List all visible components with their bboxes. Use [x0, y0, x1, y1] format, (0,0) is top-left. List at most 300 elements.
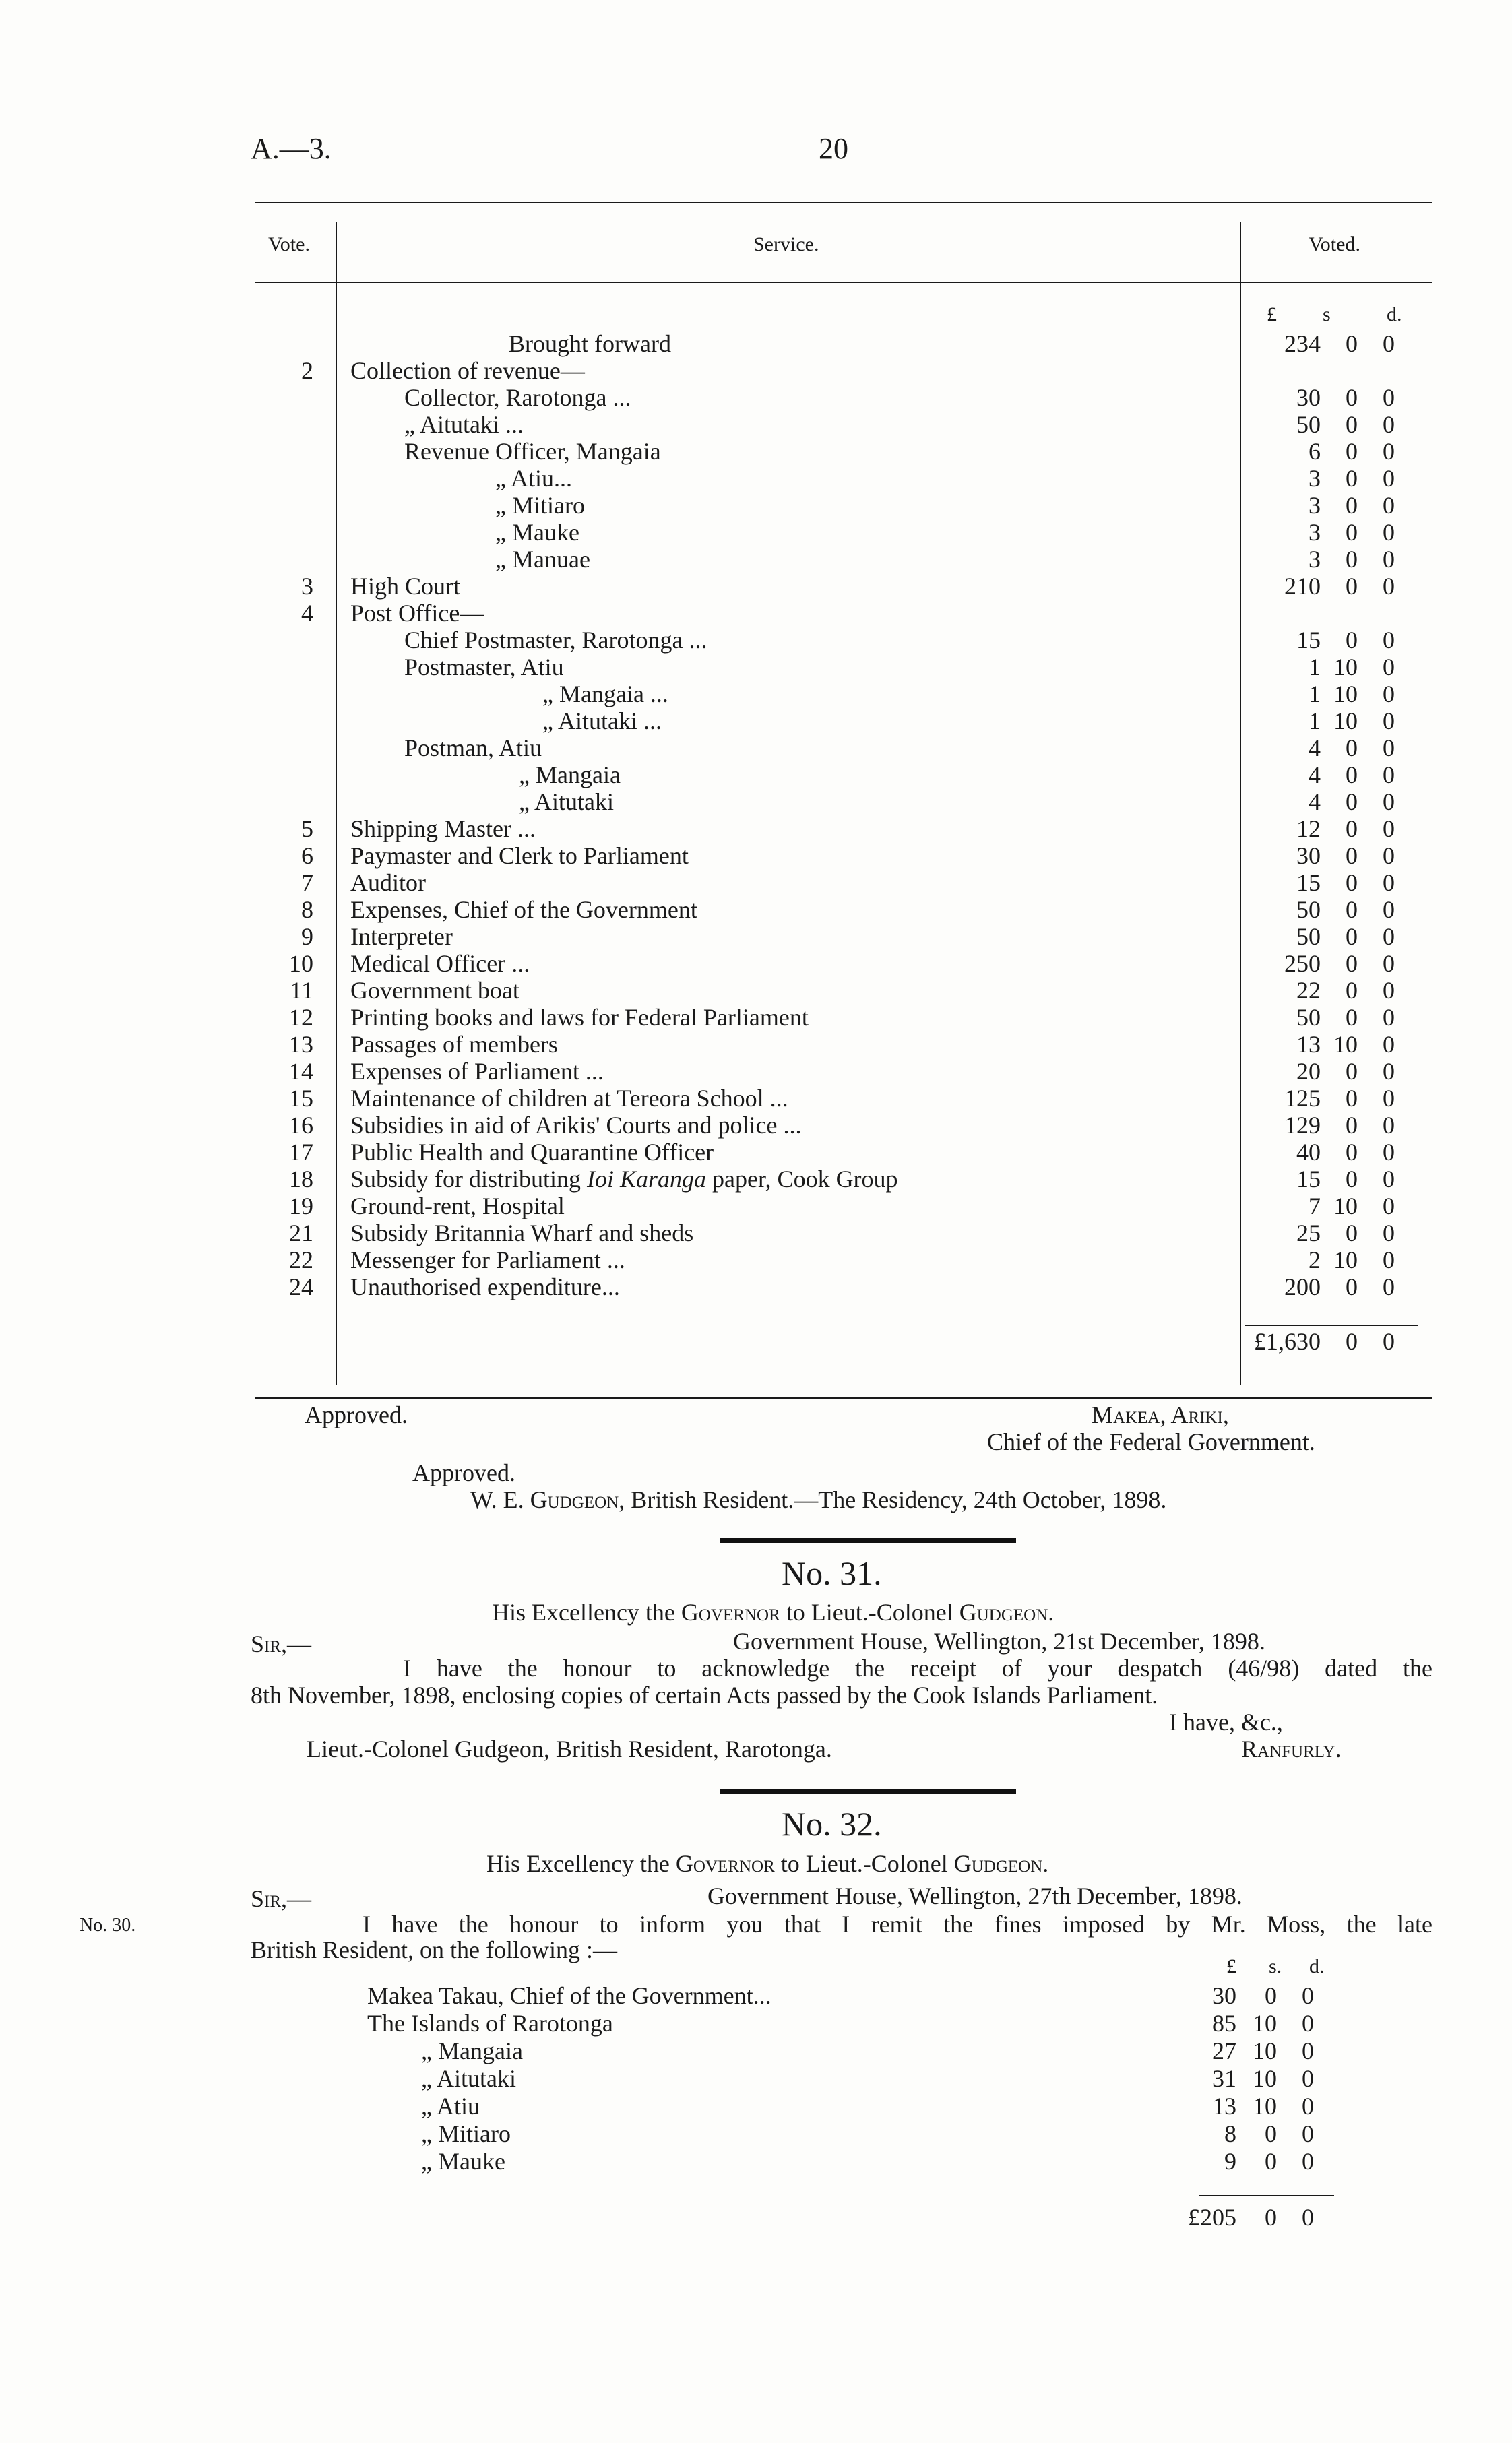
- service-label: [350, 923, 453, 950]
- table-row: [0, 438, 1512, 465]
- voted-pence: 0: [1383, 1004, 1395, 1031]
- fine-shillings: 0: [1265, 2148, 1277, 2175]
- table-row: [0, 465, 1512, 492]
- no32-place-date: Government House, Wellington, 27th December, 1898.: [707, 1882, 1242, 1909]
- service-label: [350, 357, 585, 384]
- service-tail: paper, Cook Group: [712, 1166, 898, 1193]
- voted-pence: 0: [1383, 923, 1395, 950]
- voted-pence: 0: [1383, 330, 1395, 357]
- service-label: [350, 1004, 809, 1031]
- voted-pounds: 4: [1309, 734, 1321, 761]
- service-label: [404, 384, 631, 411]
- service-text: „ Atiu...: [495, 465, 572, 492]
- service-text: Maintenance of children at Tereora School ...: [350, 1085, 788, 1112]
- table-row: [0, 1139, 1512, 1166]
- table-row: [0, 357, 1512, 384]
- service-text: „ Mitiaro: [495, 492, 585, 519]
- voted-pence: 0: [1383, 519, 1395, 546]
- voted-pence: 0: [1383, 546, 1395, 573]
- table-row: [0, 492, 1512, 519]
- voted-shillings: 10: [1333, 654, 1358, 680]
- fine-pounds: 13: [1212, 2093, 1236, 2120]
- no31-body-line1: I have the honour to acknowledge the receipt of your despatch (46/98) dated the: [403, 1655, 1432, 1682]
- service-text: Messenger for Parliament ...: [350, 1246, 625, 1273]
- vote-number: 3: [301, 573, 313, 600]
- service-text: Subsidies in aid of Arikis' Courts and police ...: [350, 1112, 802, 1139]
- service-text: Medical Officer ...: [350, 950, 530, 977]
- voted-pence: 0: [1383, 1085, 1395, 1112]
- voted-pence: 0: [1383, 465, 1395, 492]
- service-label: [350, 1112, 801, 1139]
- voted-pounds: 20: [1296, 1058, 1321, 1085]
- table-row: [0, 1031, 1512, 1058]
- document-reference: A.—3.: [251, 132, 332, 165]
- fine-shillings: 10: [1253, 2010, 1277, 2037]
- service-text: Auditor: [350, 869, 426, 896]
- table-head-rule: [255, 282, 1432, 283]
- no32-subtitle-b: to Lieut.-Colonel: [780, 1850, 948, 1877]
- no31-subtitle: [492, 1599, 1054, 1626]
- voted-pence: 0: [1383, 492, 1395, 519]
- voted-pence: 0: [1383, 788, 1395, 815]
- list-item: [0, 2010, 1512, 2037]
- service-label: [350, 1139, 714, 1166]
- voted-pence: 0: [1383, 1031, 1395, 1058]
- service-label: [350, 977, 519, 1004]
- fine-pence: 0: [1302, 2065, 1314, 2092]
- service-label: [350, 815, 536, 842]
- fine-pounds: 85: [1212, 2010, 1236, 2037]
- vote-number: 18: [289, 1166, 313, 1193]
- voted-shillings: 0: [1346, 519, 1358, 546]
- separator-rule-31: [720, 1538, 1016, 1543]
- voted-pounds: 4: [1309, 761, 1321, 788]
- service-text: Paymaster and Clerk to Parliament: [350, 842, 689, 869]
- service-text: Revenue Officer, Mangaia: [404, 438, 661, 465]
- table-row: [0, 788, 1512, 815]
- table-row: [0, 1166, 1512, 1193]
- fines-total-shillings: 0: [1265, 2204, 1277, 2231]
- service-text: Postman, Atiu: [404, 734, 542, 761]
- service-label: [519, 761, 621, 788]
- table-row: [0, 815, 1512, 842]
- service-text: Shipping Master ...: [350, 815, 536, 842]
- voted-shillings: 0: [1346, 896, 1358, 923]
- service-label: [350, 573, 460, 600]
- voted-column-header: Voted.: [1309, 233, 1360, 255]
- voted-pounds: 15: [1296, 869, 1321, 896]
- table-row: [0, 950, 1512, 977]
- table-row: [0, 654, 1512, 680]
- residency-date: , British Resident.—The Residency, 24th October, 1898.: [619, 1486, 1167, 1513]
- vote-number: 7: [301, 869, 313, 896]
- table-row: [0, 707, 1512, 734]
- voted-shillings: 0: [1346, 869, 1358, 896]
- service-label: [542, 680, 668, 707]
- no32-heading: No. 32.: [782, 1805, 882, 1843]
- table-row: [0, 1058, 1512, 1085]
- service-label: [404, 627, 707, 654]
- service-text: „ Mangaia ...: [542, 680, 668, 707]
- service-text: Government boat: [350, 977, 519, 1004]
- service-label: [350, 1058, 604, 1085]
- voted-pounds: 3: [1309, 546, 1321, 573]
- voted-shillings: 0: [1346, 842, 1358, 869]
- fine-pounds: 30: [1212, 1982, 1236, 2009]
- service-text: Collector, Rarotonga ...: [404, 384, 631, 411]
- vote-number: 16: [289, 1112, 313, 1139]
- service-text: Expenses, Chief of the Government: [350, 896, 697, 923]
- voted-pounds: 30: [1296, 842, 1321, 869]
- voted-pounds: 1: [1309, 707, 1321, 734]
- no31-body-line2: 8th November, 1898, enclosing copies of certain Acts passed by the Cook Islands Parliament.: [251, 1682, 1158, 1709]
- table-row: [0, 761, 1512, 788]
- voted-pounds: 25: [1296, 1219, 1321, 1246]
- shillings-header: s: [1323, 303, 1331, 325]
- voted-pounds: 4: [1309, 788, 1321, 815]
- voted-pence: 0: [1383, 761, 1395, 788]
- voted-pounds: 7: [1309, 1193, 1321, 1219]
- service-column-header: Service.: [753, 233, 819, 255]
- table-row: [0, 977, 1512, 1004]
- voted-shillings: 0: [1346, 977, 1358, 1004]
- no31-closing: I have, &c.,: [1169, 1709, 1283, 1736]
- service-text: Subsidy Britannia Wharf and sheds: [350, 1219, 694, 1246]
- chief-federal-government: Chief of the Federal Government.: [987, 1428, 1315, 1455]
- fine-shillings: 10: [1253, 2065, 1277, 2092]
- no31-subtitle-b: to Lieut.-Colonel: [786, 1599, 953, 1626]
- fines-pence-header: d.: [1309, 1955, 1325, 1977]
- fine-shillings: 10: [1253, 2093, 1277, 2120]
- voted-pounds: 50: [1296, 411, 1321, 438]
- service-label: [350, 600, 484, 627]
- no32-body-line2: British Resident, on the following :—: [251, 1936, 617, 1963]
- list-item: [0, 1982, 1512, 2009]
- fine-name: The Islands of Rarotonga: [367, 2010, 613, 2037]
- service-label: [509, 330, 671, 357]
- gudgeon-initials: W. E.: [470, 1486, 524, 1513]
- no31-signer: Ranfurly.: [1241, 1736, 1342, 1763]
- voted-pence: 0: [1383, 654, 1395, 680]
- voted-pounds: 3: [1309, 492, 1321, 519]
- voted-shillings: 0: [1346, 761, 1358, 788]
- voted-shillings: 0: [1346, 465, 1358, 492]
- service-label: [350, 1193, 565, 1219]
- service-text: Post Office—: [350, 600, 484, 627]
- voted-pounds: 15: [1296, 627, 1321, 654]
- service-text: Public Health and Quarantine Officer: [350, 1139, 714, 1166]
- service-text: „ Mangaia: [519, 761, 621, 788]
- voted-pounds: 50: [1296, 896, 1321, 923]
- fines-shillings-header: s.: [1269, 1955, 1282, 1977]
- table-row: [0, 1273, 1512, 1300]
- voted-pence: 0: [1383, 1219, 1395, 1246]
- pounds-header: £: [1267, 303, 1277, 325]
- table-top-rule: [255, 202, 1432, 203]
- vote-number: 13: [289, 1031, 313, 1058]
- service-text: Brought forward: [509, 330, 671, 357]
- gudgeon-surname: Gudgeon: [530, 1486, 619, 1513]
- voted-shillings: 0: [1346, 1004, 1358, 1031]
- table-row: [0, 869, 1512, 896]
- voted-shillings: 0: [1346, 950, 1358, 977]
- voted-shillings: 0: [1346, 492, 1358, 519]
- voted-pence: 0: [1383, 1112, 1395, 1139]
- no31-gudgeon: Gudgeon.: [959, 1599, 1054, 1626]
- service-label: [404, 734, 542, 761]
- service-text: Collection of revenue—: [350, 357, 585, 384]
- vote-number: 15: [289, 1085, 313, 1112]
- service-text: Chief Postmaster, Rarotonga ...: [404, 627, 707, 654]
- vote-number: 11: [290, 977, 313, 1004]
- table-row: [0, 896, 1512, 923]
- voted-pounds: 50: [1296, 1004, 1321, 1031]
- service-text: „ Aitutaki: [519, 788, 614, 815]
- table-row: [0, 519, 1512, 546]
- list-item: [0, 2065, 1512, 2092]
- table-row: [0, 1004, 1512, 1031]
- vote-number: 19: [289, 1193, 313, 1219]
- fine-pence: 0: [1302, 2010, 1314, 2037]
- no31-addressee: Lieut.-Colonel Gudgeon, British Resident, Rarotonga.: [307, 1736, 832, 1763]
- fine-pence: 0: [1302, 2148, 1314, 2175]
- voted-pence: 0: [1383, 869, 1395, 896]
- vote-number: 17: [289, 1139, 313, 1166]
- service-label: [350, 1246, 625, 1273]
- voted-pence: 0: [1383, 680, 1395, 707]
- vote-number: 9: [301, 923, 313, 950]
- voted-shillings: 10: [1333, 1031, 1358, 1058]
- voted-pence: 0: [1383, 573, 1395, 600]
- service-label: [542, 707, 662, 734]
- fine-pounds: 9: [1224, 2148, 1236, 2175]
- voted-shillings: 0: [1346, 1139, 1358, 1166]
- table-row: [0, 384, 1512, 411]
- fine-pounds: 8: [1224, 2120, 1236, 2147]
- list-item: [0, 2093, 1512, 2120]
- voted-pounds: 30: [1296, 384, 1321, 411]
- voted-pounds: 13: [1296, 1031, 1321, 1058]
- service-italic: Ioi Karanga: [587, 1166, 707, 1193]
- no31-heading: No. 31.: [782, 1554, 882, 1592]
- voted-pounds: 210: [1284, 573, 1321, 600]
- service-text: Unauthorised expenditure...: [350, 1273, 620, 1300]
- fine-shillings: 0: [1265, 1982, 1277, 2009]
- service-text: „ Aitutaki ...: [542, 707, 662, 734]
- table-bottom-rule: [255, 1397, 1432, 1399]
- service-text: Postmaster, Atiu: [404, 654, 564, 680]
- voted-pounds: 6: [1309, 438, 1321, 465]
- voted-shillings: 0: [1346, 384, 1358, 411]
- vote-number: 14: [289, 1058, 313, 1085]
- service-label: [350, 896, 697, 923]
- table-row: [0, 411, 1512, 438]
- no32-body-line1: I have the honour to inform you that I remit the fines imposed by Mr. Moss, the late: [363, 1911, 1432, 1938]
- voted-shillings: 10: [1333, 1193, 1358, 1219]
- service-label: [350, 869, 426, 896]
- voted-pence: 0: [1383, 1139, 1395, 1166]
- list-item: [0, 2120, 1512, 2147]
- fine-pence: 0: [1302, 1982, 1314, 2009]
- voted-pounds: 3: [1309, 465, 1321, 492]
- service-label: [350, 1031, 558, 1058]
- approved-second: Approved.: [412, 1459, 515, 1486]
- table-row: [0, 573, 1512, 600]
- vote-number: 4: [301, 600, 313, 627]
- no32-salutation: Sir,—: [251, 1885, 312, 1912]
- voted-pence: 0: [1383, 1246, 1395, 1273]
- voted-shillings: 0: [1346, 734, 1358, 761]
- voted-shillings: 10: [1333, 1246, 1358, 1273]
- service-text: Expenses of Parliament ...: [350, 1058, 604, 1085]
- fine-shillings: 10: [1253, 2037, 1277, 2064]
- fines-pounds-header: £: [1226, 1955, 1236, 1977]
- service-label: [350, 1166, 898, 1193]
- voted-pence: 0: [1383, 411, 1395, 438]
- pence-header: d.: [1387, 303, 1402, 325]
- list-item: [0, 2037, 1512, 2064]
- service-label: [350, 950, 530, 977]
- voted-pounds: 50: [1296, 923, 1321, 950]
- service-text: „ Aitutaki ...: [404, 411, 524, 438]
- table-row: [0, 546, 1512, 573]
- table-row: [0, 627, 1512, 654]
- table-row: [0, 923, 1512, 950]
- list-item: [0, 2148, 1512, 2175]
- service-label: [495, 465, 572, 492]
- service-text: High Court: [350, 573, 461, 600]
- voted-shillings: 0: [1346, 330, 1358, 357]
- fine-name: „ Aitutaki: [421, 2065, 516, 2092]
- voted-shillings: 0: [1346, 788, 1358, 815]
- voted-pence: 0: [1383, 384, 1395, 411]
- vote-column-header: Vote.: [268, 233, 310, 255]
- voted-shillings: 0: [1346, 815, 1358, 842]
- voted-shillings: 0: [1346, 1219, 1358, 1246]
- voted-pounds: 1: [1309, 680, 1321, 707]
- total-shillings: 0: [1346, 1328, 1358, 1355]
- voted-pence: 0: [1383, 977, 1395, 1004]
- service-label: [350, 842, 689, 869]
- no32-margin-note: No. 30.: [80, 1915, 136, 1936]
- voted-pence: 0: [1383, 950, 1395, 977]
- table-row: [0, 1193, 1512, 1219]
- service-label: [404, 438, 661, 465]
- table-row: [0, 1085, 1512, 1112]
- service-text: Passages of members: [350, 1031, 558, 1058]
- no32-gudgeon: Gudgeon.: [953, 1850, 1049, 1877]
- voted-pounds: 200: [1284, 1273, 1321, 1300]
- fine-shillings: 0: [1265, 2120, 1277, 2147]
- no31-governor: Governor: [681, 1599, 780, 1626]
- fines-total-pence: 0: [1302, 2204, 1314, 2231]
- vote-number: 6: [301, 842, 313, 869]
- voted-pounds: 15: [1296, 1166, 1321, 1193]
- vote-number: 24: [289, 1273, 313, 1300]
- fine-name: „ Mangaia: [421, 2037, 523, 2064]
- page-number: 20: [819, 132, 848, 165]
- makea-signature: Makea, Ariki,: [1092, 1401, 1229, 1428]
- approved-first: Approved.: [305, 1401, 408, 1428]
- service-label: [495, 492, 585, 519]
- service-label: [350, 1219, 693, 1246]
- voted-shillings: 0: [1346, 1273, 1358, 1300]
- fine-pounds: 27: [1212, 2037, 1236, 2064]
- no32-subtitle-a: His Excellency the: [486, 1850, 670, 1877]
- vote-number: 22: [289, 1246, 313, 1273]
- voted-shillings: 0: [1346, 411, 1358, 438]
- fine-name: „ Mitiaro: [421, 2120, 511, 2147]
- service-text: Printing books and laws for Federal Parliament: [350, 1004, 809, 1031]
- voted-pounds: 125: [1284, 1085, 1321, 1112]
- service-label: [519, 788, 614, 815]
- service-text: Subsidy for distributing: [350, 1166, 581, 1193]
- fine-pence: 0: [1302, 2093, 1314, 2120]
- voted-pence: 0: [1383, 1273, 1395, 1300]
- voted-pounds: 250: [1284, 950, 1321, 977]
- voted-shillings: 10: [1333, 707, 1358, 734]
- table-row: [0, 1112, 1512, 1139]
- fine-name: „ Mauke: [421, 2148, 505, 2175]
- total-rule: [1245, 1325, 1418, 1326]
- total-pence: 0: [1383, 1328, 1395, 1355]
- separator-rule-32: [720, 1789, 1016, 1794]
- voted-pounds: 40: [1296, 1139, 1321, 1166]
- fines-total-rule: [1199, 2195, 1334, 2196]
- fine-name: Makea Takau, Chief of the Government...: [367, 1982, 771, 2009]
- total-pounds: £1,630: [1254, 1328, 1321, 1355]
- voted-shillings: 0: [1346, 1166, 1358, 1193]
- table-row: [0, 330, 1512, 357]
- service-label: [495, 519, 579, 546]
- voted-pence: 0: [1383, 896, 1395, 923]
- table-row: [0, 680, 1512, 707]
- vote-number: 12: [289, 1004, 313, 1031]
- no32-subtitle: [486, 1850, 1048, 1877]
- service-text: Ground-rent, Hospital: [350, 1193, 565, 1219]
- voted-pounds: 12: [1296, 815, 1321, 842]
- fine-pence: 0: [1302, 2037, 1314, 2064]
- voted-pence: 0: [1383, 627, 1395, 654]
- vote-number: 10: [289, 950, 313, 977]
- service-label: [350, 1085, 788, 1112]
- voted-pounds: 234: [1284, 330, 1321, 357]
- voted-pence: 0: [1383, 1166, 1395, 1193]
- voted-shillings: 0: [1346, 1058, 1358, 1085]
- voted-pounds: 129: [1284, 1112, 1321, 1139]
- voted-shillings: 0: [1346, 438, 1358, 465]
- no31-subtitle-a: His Excellency the: [492, 1599, 675, 1626]
- table-row: [0, 1246, 1512, 1273]
- gudgeon-signature-line: [470, 1486, 1166, 1513]
- voted-pence: 0: [1383, 815, 1395, 842]
- service-text: „ Manuae: [495, 546, 590, 573]
- service-label: [404, 654, 564, 680]
- table-row: [0, 600, 1512, 627]
- voted-shillings: 0: [1346, 546, 1358, 573]
- voted-pounds: 2: [1309, 1246, 1321, 1273]
- service-label: [404, 411, 524, 438]
- service-label: [350, 1273, 620, 1300]
- no31-place-date: Government House, Wellington, 21st December, 1898.: [733, 1628, 1265, 1655]
- vote-number: 8: [301, 896, 313, 923]
- table-row: [0, 1219, 1512, 1246]
- voted-pounds: 22: [1296, 977, 1321, 1004]
- service-text: „ Mauke: [495, 519, 579, 546]
- voted-pounds: 3: [1309, 519, 1321, 546]
- voted-shillings: 0: [1346, 923, 1358, 950]
- voted-shillings: 0: [1346, 1112, 1358, 1139]
